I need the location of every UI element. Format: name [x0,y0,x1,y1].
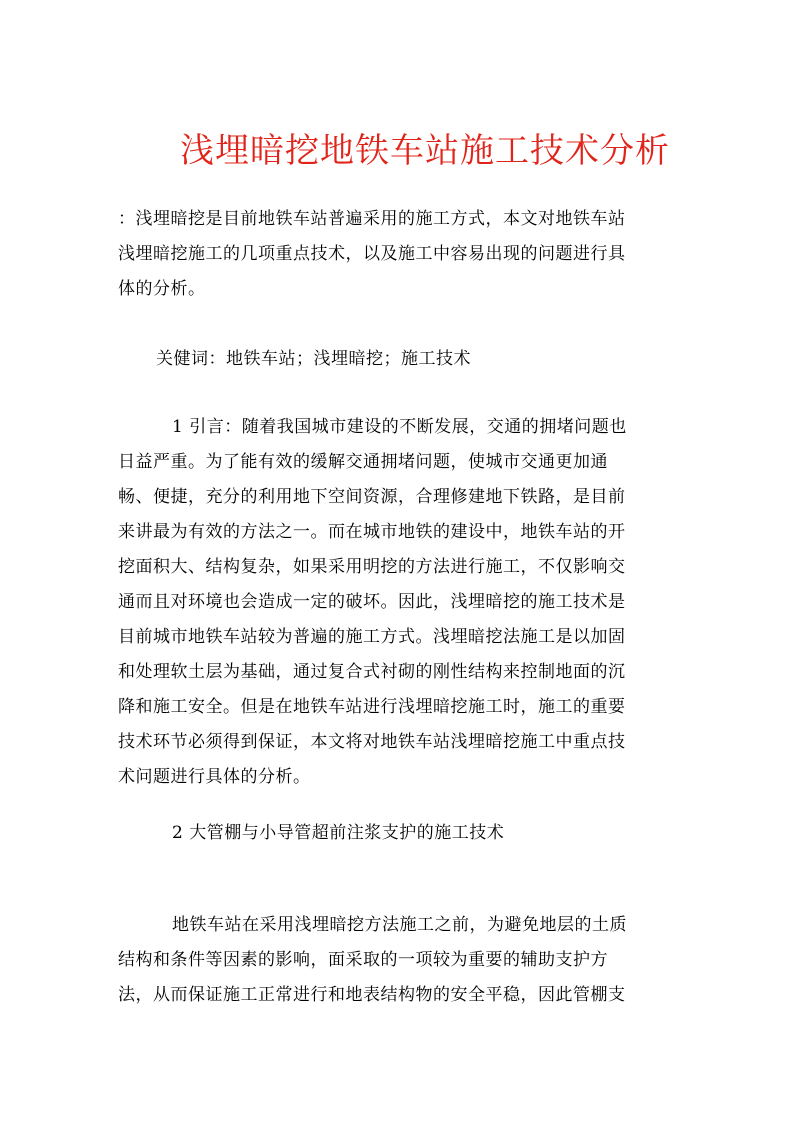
abstract-line: 体的分析。 [118,279,206,299]
abstract-line: 浅埋暗挖施工的几项重点技术，以及施工中容易出现的问题进行具 [118,244,626,264]
intro-line: 来讲最为有效的方法之一。而在城市地铁的建设中，地铁车站的开 [118,522,626,542]
intro-line: 术问题进行具体的分析。 [118,767,311,787]
intro-line: 1 引言：随着我国城市建设的不断发展，交通的拥堵问题也 [172,417,627,437]
section-2-heading: 2 大管棚与小导管超前注浆支护的施工技术 [172,823,505,843]
section-2-line: 结构和条件等因素的影响，面采取的一项较为重要的辅助支护方 [118,950,608,970]
intro-line: 降和施工安全。但是在地铁车站进行浅埋暗挖施工时，施工的重要 [118,697,626,717]
intro-line: 挖面积大、结构复杂，如果采用明挖的方法进行施工，不仅影响交 [118,557,626,577]
keywords-line: 关健词：地铁车站；浅埋暗挖；施工技术 [156,349,471,369]
intro-line: 日益严重。为了能有效的缓解交通拥堵问题，使城市交通更加通 [118,452,608,472]
introduction-paragraph [118,410,676,795]
intro-line: 通而且对环境也会造成一定的破坏。因此，浅埋暗挖的施工技术是 [118,592,626,612]
abstract-line: ：浅埋暗挖是目前地铁车站普遍采用的施工方式，本文对地铁车站 [118,209,626,229]
document-title: 浅埋暗挖地铁车站施工技术分析 [180,131,670,171]
section-2-paragraph [118,908,676,1013]
abstract-paragraph [118,202,676,307]
section-2-line: 法，从而保证施工正常进行和地表结构物的安全平稳，因此管棚支 [118,985,626,1005]
intro-line: 畅、便捷，充分的利用地下空间资源，合理修建地下铁路，是目前 [118,487,626,507]
intro-line: 目前城市地铁车站较为普遍的施工方式。浅埋暗挖法施工是以加固 [118,627,626,647]
intro-line: 技术环节必须得到保证，本文将对地铁车站浅埋暗挖施工中重点技 [118,732,626,752]
section-2-line: 地铁车站在采用浅埋暗挖方法施工之前，为避免地层的土质 [172,915,627,935]
intro-line: 和处理软土层为基础，通过复合式衬砌的刚性结构来控制地面的沉 [118,662,626,682]
